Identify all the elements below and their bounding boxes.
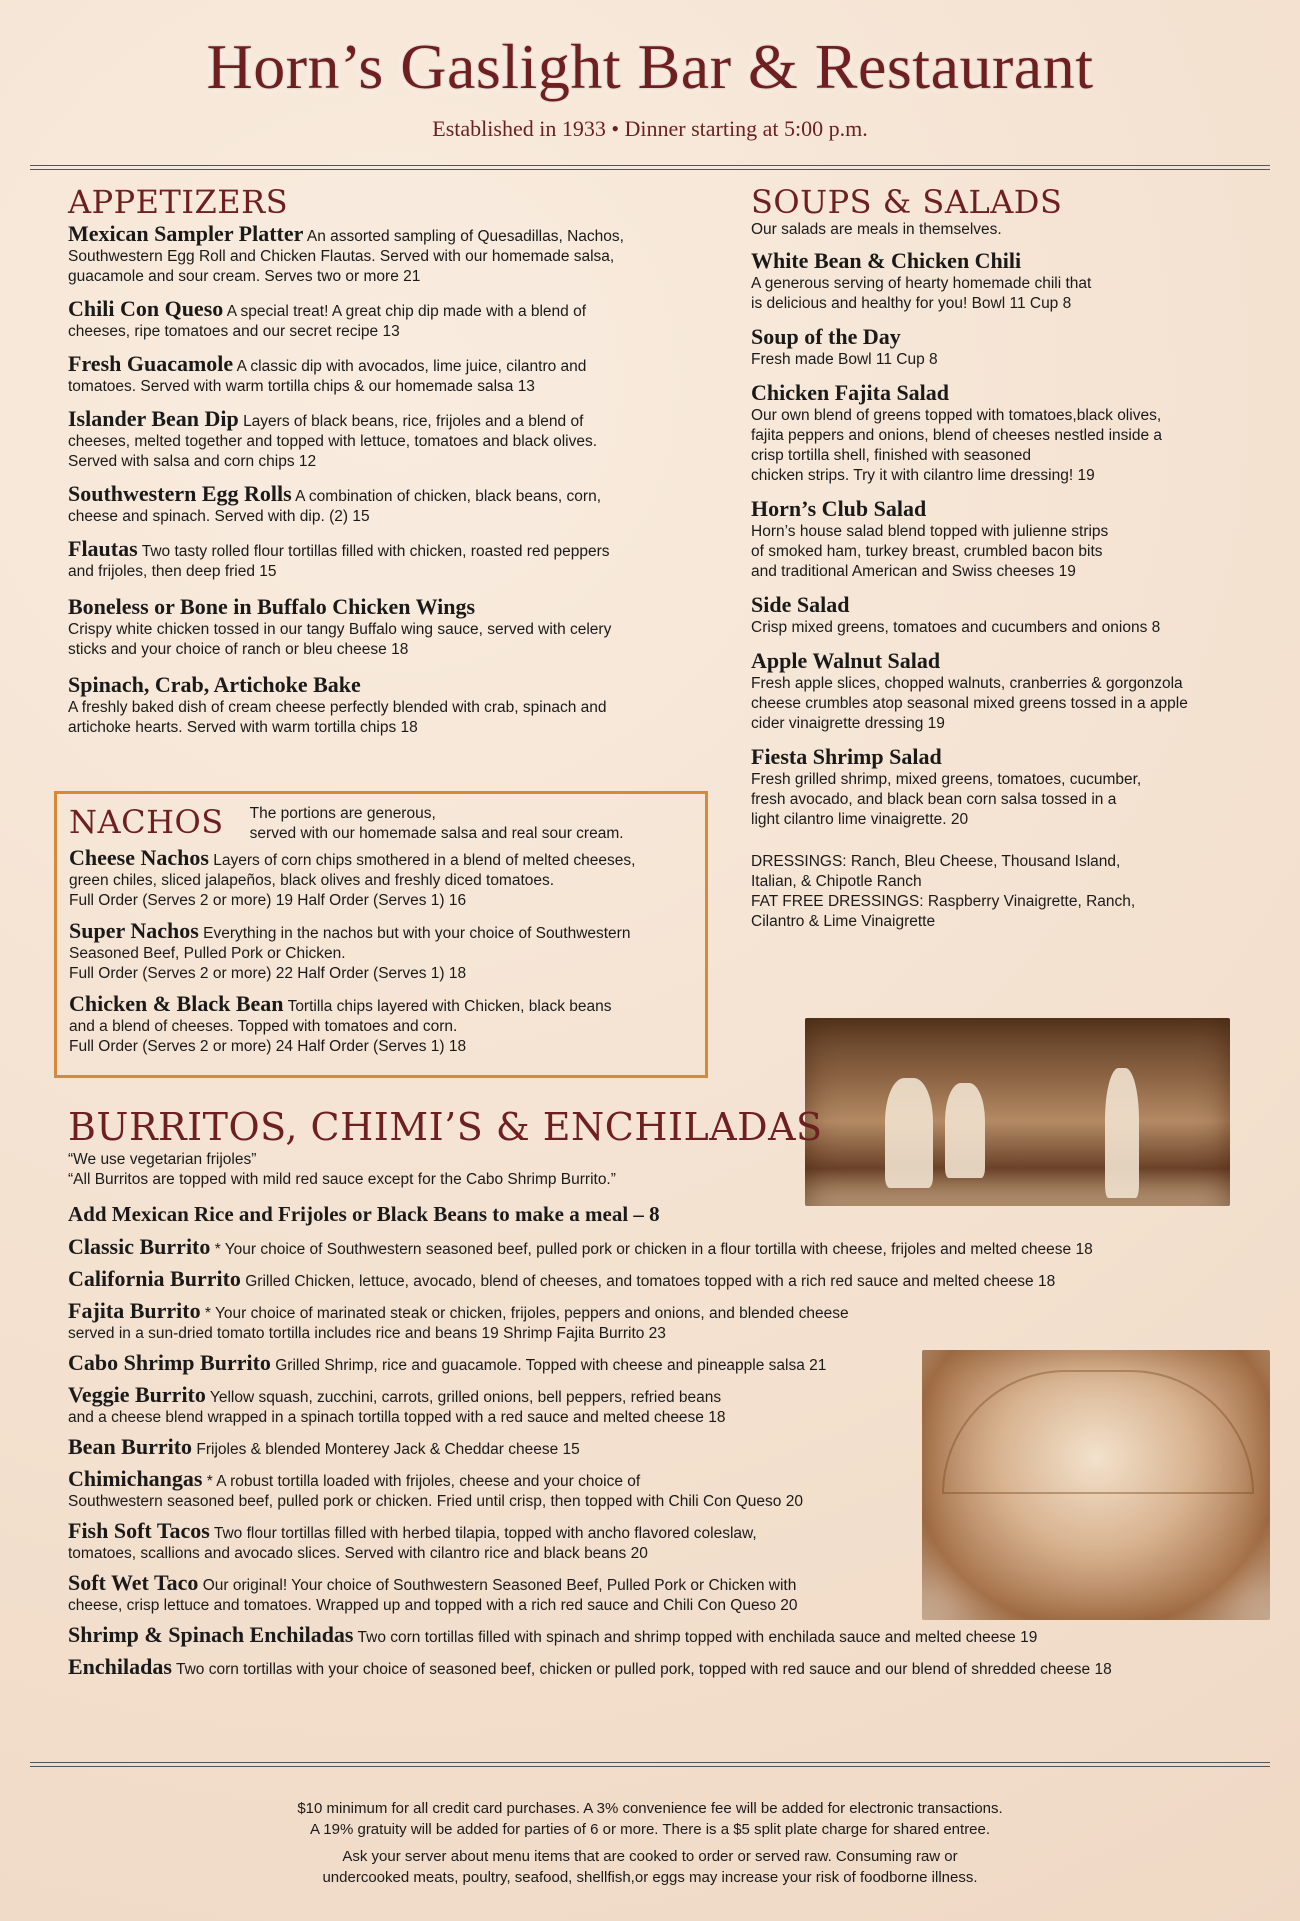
menu-item-name: Spinach, Crab, Artichoke Bake (68, 672, 361, 697)
top-divider (30, 165, 1270, 170)
menu-item-name: Bean Burrito (68, 1434, 193, 1459)
soups-salads-note: Our salads are meals in themselves. (751, 221, 1002, 238)
menu-item-name: California Burrito (68, 1266, 241, 1291)
menu-item-name: Fish Soft Tacos (68, 1518, 210, 1543)
menu-item-name: Apple Walnut Salad (751, 648, 941, 673)
menu-item-name: Super Nachos (69, 918, 199, 943)
menu-item-description: Grilled Chicken, lettuce, avocado, blend of cheeses, and tomatoes topped with a rich red sauce and melted cheese 18 (245, 1273, 1056, 1290)
menu-item (68, 1654, 1278, 1680)
appetizers-title: APPETIZERS (68, 183, 289, 221)
menu-item-name: Chili Con Queso (68, 296, 224, 321)
menu-item-description: Fresh apple slices, chopped walnuts, cranberries & gorgonzola cheese crumbles atop seasonal mixed greens tossed in a apple cider vinaigrette dressing 19 (751, 675, 1188, 732)
menu-item (68, 1234, 1278, 1260)
burritos-note: “We use vegetarian frijoles” “All Burritos are topped with mild red sauce except for the Cabo Shrimp Burrito.” (68, 1151, 616, 1188)
menu-item-description: Layers of black beans, rice, frijoles and a blend of cheeses, melted together and topped with lettuce, tomatoes and black olives. Served with salsa and corn chips 12 (68, 413, 598, 470)
nachos-section (54, 791, 708, 1078)
menu-item-name: Boneless or Bone in Buffalo Chicken Wings (68, 594, 476, 619)
menu-item-description: Layers of corn chips smothered in a blend of melted cheeses, green chiles, sliced jalapeños, black olives and freshly diced tomatoes. Full Order (Serves 2 or more) 19 Half Order (Serves 1) 16 (69, 852, 636, 909)
menu-item-name: Shrimp & Spinach Enchiladas (68, 1622, 354, 1647)
menu-item-description: Everything in the nachos but with your choice of Southwestern Seasoned Beef, Pulled Pork or Chicken. Full Order (Serves 2 or more) 22 Half Order (Serves 1) 18 (69, 925, 631, 982)
menu-item (68, 536, 708, 582)
menu-item-description: Fresh made Bowl 11 Cup 8 (751, 351, 938, 368)
dressings-list: DRESSINGS: Ranch, Bleu Cheese, Thousand Island, Italian, & Chipotle Ranch FAT FREE DRESSINGS: Raspberry Vinaigrette, Ranch, Cilantro & Lime Vinaigrette (751, 853, 1136, 930)
menu-item (68, 1298, 1278, 1344)
menu-item (68, 1266, 1278, 1292)
menu-item-description: Our original! Your choice of Southwestern Seasoned Beef, Pulled Pork or Chicken with cheese, crisp lettuce and tomatoes. Wrapped up and topped with a rich red sauce and Chili Con Queso 20 (68, 1577, 798, 1614)
menu-item-description: Two corn tortillas with your choice of seasoned beef, chicken or pulled pork, topped with red sauce and our blend of shredded cheese 18 (175, 1661, 1112, 1678)
footer (0, 1798, 1300, 1894)
nachos-title: NACHOS (69, 803, 224, 841)
menu-item (68, 1622, 1278, 1648)
menu-item (68, 1350, 1278, 1376)
menu-item-name: Chimichangas (68, 1466, 203, 1491)
menu-item-name: Mexican Sampler Platter (68, 221, 304, 246)
menu-item-name: Classic Burrito (68, 1234, 211, 1259)
menu-item (69, 991, 693, 1057)
menu-item-description: Frijoles & blended Monterey Jack & Cheddar cheese 15 (196, 1441, 580, 1458)
menu-item (68, 1466, 1278, 1512)
burritos-title: BURRITOS, CHIMI’S & ENCHILADAS (68, 1105, 823, 1149)
menu-item-name: Islander Bean Dip (68, 406, 239, 431)
menu-item (68, 406, 708, 472)
menu-item-name: Side Salad (751, 592, 850, 617)
food-safety-notice: Ask your server about menu items that are cooked to order or served raw. Consuming raw or undercooked meats, poultry, seafood, shellfish,or eggs may increase your risk of foodborne illness. (322, 1848, 978, 1886)
menu-item (751, 592, 1271, 638)
menu-item-description: Two tasty rolled flour tortillas filled with chicken, roasted red peppers and frijoles, then deep fried 15 (68, 543, 610, 580)
menu-item-description: A special treat! A great chip dip made with a blend of cheeses, ripe tomatoes and our secret recipe 13 (68, 303, 587, 340)
menu-item-description: Two corn tortillas filled with spinach and shrimp topped with enchilada sauce and melted cheese 19 (357, 1629, 1038, 1646)
menu-item-description: A combination of chicken, black beans, corn, cheese and spinach. Served with dip. (2) 15 (68, 488, 602, 525)
menu-item-description: Fresh grilled shrimp, mixed greens, tomatoes, cucumber, fresh avocado, and black bean corn salsa tossed in a light cilantro lime vinaigrette. 20 (751, 771, 1142, 828)
menu-item-description: Our own blend of greens topped with tomatoes,black olives, fajita peppers and onions, blend of cheeses nestled inside a crisp tortilla shell, finished with seasoned chicken strips. Try it with cilantro lime dressing! 19 (751, 407, 1163, 484)
menu-item-description: * Your choice of marinated steak or chicken, frijoles, peppers and onions, and blended cheese served in a sun-dried tomato tortilla includes rice and beans 19 Shrimp Fajita Burrito 23 (68, 1305, 849, 1342)
appetizers-section (68, 183, 708, 750)
menu-item-description: * A robust tortilla loaded with frijoles, cheese and your choice of Southwestern seasoned beef, pulled pork or chicken. Fried until crisp, then topped with Chili Con Queso 20 (68, 1473, 803, 1510)
menu-item (68, 1382, 1278, 1428)
page-subtitle: Established in 1933 • Dinner starting at 5:00 p.m. (432, 116, 868, 141)
menu-item-description: Tortilla chips layered with Chicken, black beans and a blend of cheeses. Topped with tomatoes and corn. Full Order (Serves 2 or more) 24 Half Order (Serves 1) 18 (69, 998, 612, 1055)
menu-item-description: Crisp mixed greens, tomatoes and cucumbers and onions 8 (751, 619, 1161, 636)
menu-item-name: Fiesta Shrimp Salad (751, 744, 942, 769)
meal-addon-note: Add Mexican Rice and Frijoles or Black Beans to make a meal – 8 (68, 1202, 660, 1226)
menu-item (751, 248, 1271, 314)
menu-item-name: Enchiladas (68, 1654, 172, 1679)
menu-item-name: Flautas (68, 536, 138, 561)
menu-item (68, 1434, 1278, 1460)
menu-item-name: Soft Wet Taco (68, 1570, 199, 1595)
menu-item-description: A classic dip with avocados, lime juice, cilantro and tomatoes. Served with warm tortilla chips & our homemade salsa 13 (68, 358, 587, 395)
menu-item-name: Southwestern Egg Rolls (68, 481, 292, 506)
menu-item-name: Fajita Burrito (68, 1298, 201, 1323)
menu-item (68, 351, 708, 397)
menu-item-name: Chicken Fajita Salad (751, 380, 950, 405)
menu-item-description: Horn’s house salad blend topped with julienne strips of smoked ham, turkey breast, crumbled bacon bits and traditional American and Swiss cheeses 19 (751, 523, 1109, 580)
menu-item-description: Two flour tortillas filled with herbed tilapia, topped with ancho flavored coleslaw, tomatoes, scallions and avocado slices. Served with cilantro rice and black beans 20 (68, 1525, 757, 1562)
menu-item-name: White Bean & Chicken Chili (751, 248, 1022, 273)
soups-salads-title: SOUPS & SALADS (751, 183, 1063, 221)
menu-item (751, 380, 1271, 486)
menu-item (751, 496, 1271, 582)
menu-item (751, 648, 1271, 734)
menu-item-name: Cheese Nachos (69, 845, 209, 870)
menu-item (69, 918, 693, 984)
menu-item (68, 672, 708, 738)
menu-item-description: An assorted sampling of Quesadillas, Nachos, Southwestern Egg Roll and Chicken Flautas. Served with our homemade salsa, guacamole and sour cream. Serves two or more 21 (68, 228, 624, 285)
menu-item-name: Cabo Shrimp Burrito (68, 1350, 271, 1375)
menu-item (68, 221, 708, 287)
payment-policy: $10 minimum for all credit card purchases. A 3% convenience fee will be added for electronic transactions. A 19% gratuity will be added for parties of 6 or more. There is a $5 split plate charge for shared entree. (297, 1800, 1003, 1838)
menu-item-description: * Your choice of Southwestern seasoned beef, pulled pork or chicken in a flour tortilla with cheese, frijoles and melted cheese 18 (214, 1241, 1093, 1258)
menu-item (68, 481, 708, 527)
burritos-section (68, 1105, 1278, 1689)
menu-item-description: Yellow squash, zucchini, carrots, grilled onions, bell peppers, refried beans and a cheese blend wrapped in a spinach tortilla topped with a red sauce and melted cheese 18 (68, 1389, 726, 1426)
menu-item (68, 1518, 1278, 1564)
menu-item (751, 744, 1271, 830)
menu-item-description: Crispy white chicken tossed in our tangy Buffalo wing sauce, served with celery sticks and your choice of ranch or bleu cheese 18 (68, 621, 612, 658)
menu-item-description: A generous serving of hearty homemade chili that is delicious and healthy for you! Bowl 11 Cup 8 (751, 275, 1092, 312)
menu-item (68, 296, 708, 342)
menu-item-name: Veggie Burrito (68, 1382, 206, 1407)
menu-item-name: Fresh Guacamole (68, 351, 234, 376)
menu-item-description: Grilled Shrimp, rice and guacamole. Topped with cheese and pineapple salsa 21 (275, 1357, 827, 1374)
bottom-divider (30, 1762, 1270, 1767)
menu-item (68, 594, 708, 660)
menu-item-name: Soup of the Day (751, 324, 901, 349)
menu-item-description: A freshly baked dish of cream cheese perfectly blended with crab, spinach and artichoke hearts. Served with warm tortilla chips 18 (68, 699, 607, 736)
menu-item-name: Chicken & Black Bean (69, 991, 284, 1016)
menu-item (751, 324, 1271, 370)
nachos-note: The portions are generous, served with our homemade salsa and real sour cream. (249, 805, 624, 842)
page-title: Horn’s Gaslight Bar & Restaurant (206, 31, 1094, 102)
menu-item (68, 1570, 1278, 1616)
menu-item-name: Horn’s Club Salad (751, 496, 927, 521)
soups-salads-section (751, 183, 1271, 932)
menu-item (69, 845, 693, 911)
